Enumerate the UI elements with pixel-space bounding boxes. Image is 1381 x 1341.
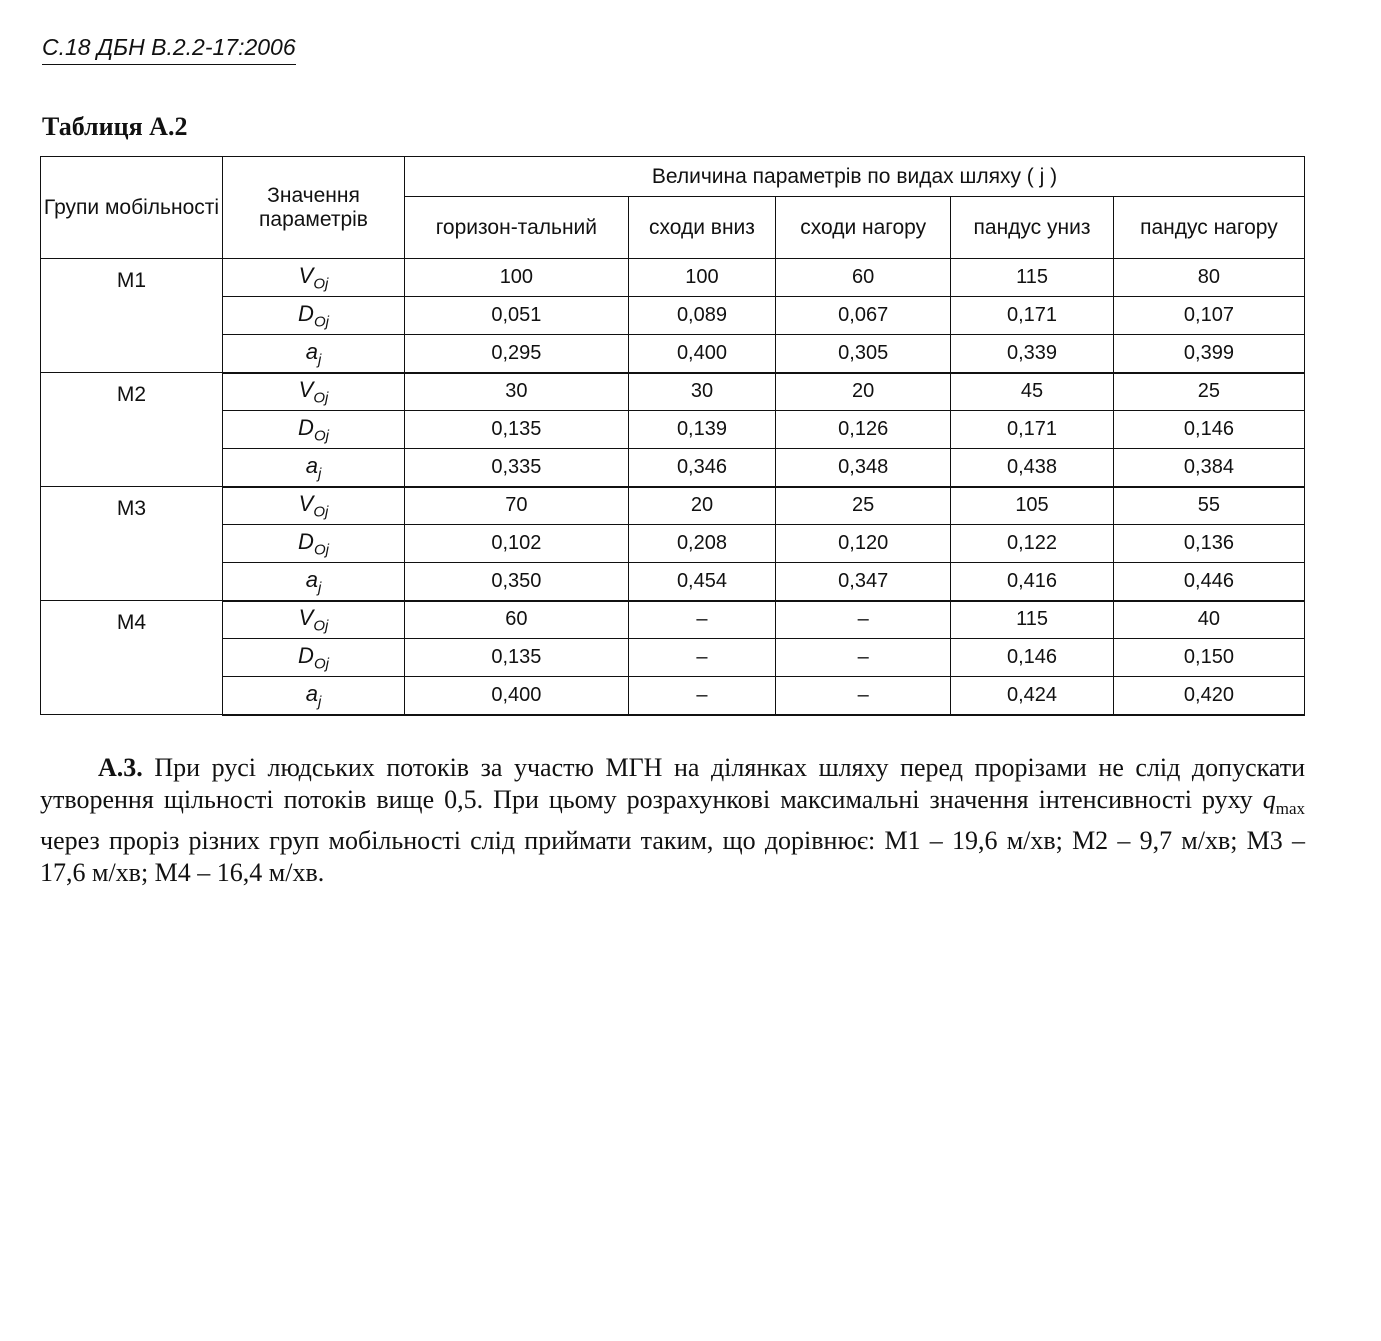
parameter-subscript: j (317, 350, 322, 368)
header-path-horizontal: горизон-тальний (405, 197, 629, 259)
parameter-symbol-cell (223, 601, 405, 639)
value-cell: 0,295 (405, 335, 629, 373)
value-cell: 0,347 (776, 563, 951, 601)
parameter-symbol: a (305, 566, 318, 592)
value-cell: 80 (1113, 259, 1304, 297)
parameter-symbol-cell (223, 373, 405, 411)
parameter-symbol: a (305, 452, 318, 478)
table-row (41, 639, 1305, 677)
parameter-symbol-cell (223, 677, 405, 715)
value-cell: – (628, 639, 775, 677)
value-cell: 55 (1113, 487, 1304, 525)
value-cell: 0,424 (951, 677, 1114, 715)
value-cell: 0,438 (951, 449, 1114, 487)
value-cell: 115 (951, 259, 1114, 297)
table-row (41, 259, 1305, 297)
value-cell: 0,399 (1113, 335, 1304, 373)
paragraph-a3 (40, 752, 1305, 889)
parameter-symbol-cell (223, 487, 405, 525)
value-cell: 0,348 (776, 449, 951, 487)
parameter-subscript: Oj (313, 541, 329, 559)
table-row (41, 449, 1305, 487)
value-cell: 0,136 (1113, 525, 1304, 563)
parameter-symbol-cell (223, 259, 405, 297)
value-cell: 30 (628, 373, 775, 411)
value-cell: 0,446 (1113, 563, 1304, 601)
parameter-subscript: Oj (313, 655, 329, 673)
parameter-symbol-cell (223, 449, 405, 487)
value-cell: 0,335 (405, 449, 629, 487)
parameter-subscript: Oj (313, 313, 329, 331)
parameter-subscript: j (317, 692, 322, 710)
value-cell: 100 (405, 259, 629, 297)
value-cell: 0,350 (405, 563, 629, 601)
parameter-symbol-cell (223, 297, 405, 335)
value-cell: 0,102 (405, 525, 629, 563)
table-row (41, 525, 1305, 563)
value-cell: – (776, 677, 951, 715)
value-cell: 0,146 (951, 639, 1114, 677)
parameter-symbol-cell (223, 335, 405, 373)
value-cell: 0,171 (951, 297, 1114, 335)
value-cell: 0,122 (951, 525, 1114, 563)
parameters-table (40, 156, 1305, 716)
value-cell: 25 (776, 487, 951, 525)
value-cell: 0,089 (628, 297, 775, 335)
mobility-group-cell: М1 (41, 259, 223, 373)
value-cell: 30 (405, 373, 629, 411)
header-path-ramp-down: пандус униз (951, 197, 1114, 259)
value-cell: 20 (776, 373, 951, 411)
value-cell: 0,420 (1113, 677, 1304, 715)
page-header: С.18 ДБН В.2.2-17:2006 (42, 34, 296, 65)
value-cell: – (628, 601, 775, 639)
parameter-symbol: D (298, 528, 314, 554)
value-cell: 0,171 (951, 411, 1114, 449)
value-cell: 20 (628, 487, 775, 525)
table-row (41, 487, 1305, 525)
value-cell: 0,120 (776, 525, 951, 563)
header-path-ramp-up: пандус нагору (1113, 197, 1304, 259)
value-cell: 0,400 (628, 335, 775, 373)
parameter-symbol-cell (223, 525, 405, 563)
parameter-symbol: V (298, 262, 314, 288)
parameter-symbol-cell (223, 563, 405, 601)
table-row (41, 601, 1305, 639)
header-parameter-values: Значення параметрів (223, 157, 405, 259)
value-cell: 0,135 (405, 639, 629, 677)
value-cell: 0,067 (776, 297, 951, 335)
table-body (41, 259, 1305, 715)
parameter-symbol: V (298, 491, 314, 517)
value-cell: 0,454 (628, 563, 775, 601)
value-cell: – (628, 677, 775, 715)
table-row (41, 677, 1305, 715)
value-cell: 40 (1113, 601, 1304, 639)
value-cell: 0,135 (405, 411, 629, 449)
table-caption: Таблиця А.2 (42, 112, 188, 141)
value-cell: 0,339 (951, 335, 1114, 373)
header-path-stairs-down: сходи вниз (628, 197, 775, 259)
value-cell: 60 (776, 259, 951, 297)
value-cell: – (776, 601, 951, 639)
paragraph-label: А.3. (98, 753, 143, 782)
parameter-subscript: Oj (313, 617, 329, 635)
value-cell: 45 (951, 373, 1114, 411)
mobility-group-cell: М4 (41, 601, 223, 715)
q-symbol: q (1262, 785, 1276, 814)
value-cell: 0,051 (405, 297, 629, 335)
value-cell: 0,150 (1113, 639, 1304, 677)
parameter-subscript: Oj (313, 275, 329, 293)
value-cell: 0,139 (628, 411, 775, 449)
table-row (41, 335, 1305, 373)
value-cell: 0,400 (405, 677, 629, 715)
value-cell: 0,384 (1113, 449, 1304, 487)
parameter-symbol: D (298, 300, 314, 326)
value-cell: 105 (951, 487, 1114, 525)
parameter-symbol: V (298, 605, 314, 631)
value-cell: 0,305 (776, 335, 951, 373)
parameter-subscript: j (317, 578, 322, 596)
value-cell: 70 (405, 487, 629, 525)
parameter-subscript: Oj (313, 389, 329, 407)
paragraph-text-part1: При русі людських потоків за участю МГН на ділянках шляху перед прорізами не слід допускати утворення щільності потоків вище 0,5. При цьому розрахункові максимальні значення інтенсивності руху (40, 753, 1305, 814)
paragraph-text-part2: через проріз різних груп мобільності слід приймати таким, що дорівнює: М1 – 19,6 м/хв; М2 – 9,7 м/хв; М3 – 17,6 м/хв; М4 – 16,4 м/хв. (40, 826, 1305, 888)
value-cell: 0,107 (1113, 297, 1304, 335)
parameter-symbol-cell (223, 411, 405, 449)
table-row (41, 411, 1305, 449)
table-row (41, 297, 1305, 335)
value-cell: – (776, 639, 951, 677)
parameter-symbol: a (305, 680, 318, 706)
table-row (41, 563, 1305, 601)
value-cell: 0,346 (628, 449, 775, 487)
parameter-subscript: Oj (313, 427, 329, 445)
header-path-types: Величина параметрів по видах шляху ( j ) (405, 157, 1305, 197)
value-cell: 25 (1113, 373, 1304, 411)
value-cell: 60 (405, 601, 629, 639)
mobility-group-cell: М2 (41, 373, 223, 487)
parameter-symbol: D (298, 414, 314, 440)
value-cell: 100 (628, 259, 775, 297)
header-mobility-groups: Групи мобільності (41, 157, 223, 259)
parameter-symbol: D (298, 642, 314, 668)
parameter-subscript: j (317, 464, 322, 482)
mobility-group-cell: М3 (41, 487, 223, 601)
parameter-symbol-cell (223, 639, 405, 677)
value-cell: 115 (951, 601, 1114, 639)
q-subscript: max (1275, 799, 1305, 819)
table-row (41, 373, 1305, 411)
value-cell: 0,146 (1113, 411, 1304, 449)
parameter-symbol: a (305, 338, 318, 364)
value-cell: 0,416 (951, 563, 1114, 601)
parameter-subscript: Oj (313, 503, 329, 521)
value-cell: 0,126 (776, 411, 951, 449)
header-path-stairs-up: сходи нагору (776, 197, 951, 259)
parameter-symbol: V (298, 377, 314, 403)
value-cell: 0,208 (628, 525, 775, 563)
